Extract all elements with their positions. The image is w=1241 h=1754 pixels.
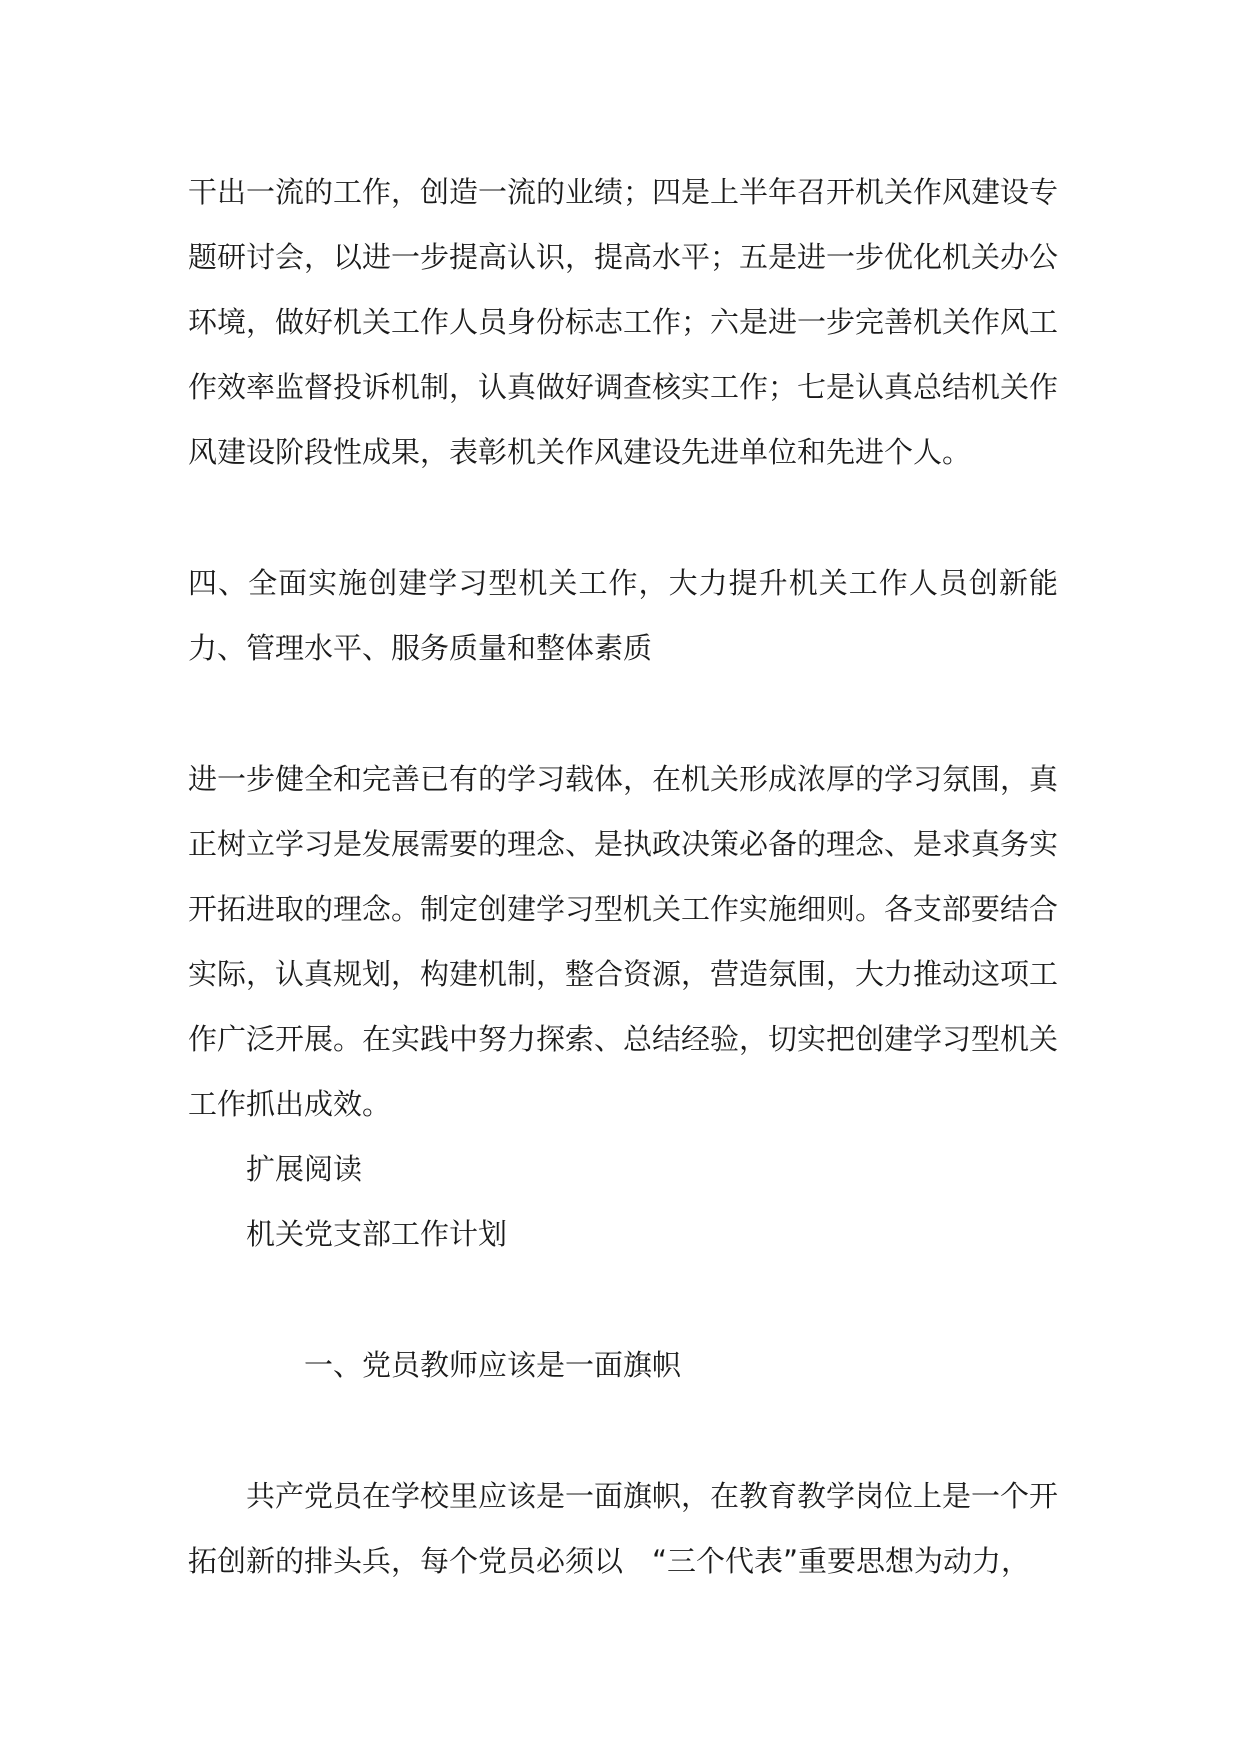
extended-reading-label: 扩展阅读 (246, 1152, 363, 1186)
paragraph-spacer (188, 681, 1058, 747)
section-heading: 一、党员教师应该是一面旗帜 (304, 1348, 682, 1382)
paragraph-spacer (188, 485, 1058, 551)
body-paragraph: 干出一流的工作，创造一流的业绩；四是上半年召开机关作风建设专题研讨会，以进一步提高认识，提高水平；五是进一步优化机关办公环境，做好机关工作人员身份标志工作；六是进一步完善机关作风工作效率监督投诉机制，认真做好调查核实工作；七是认真总结机关作风建设阶段性成果，表彰机关作风建设先进单位和先进个人。 (188, 175, 1059, 469)
section-heading: 四、全面实施创建学习型机关工作，大力提升机关工作人员创新能力、管理水平、服务质量和整体素质 (188, 566, 1058, 665)
body-paragraph: 进一步健全和完善已有的学习载体，在机关形成浓厚的学习氛围，真正树立学习是发展需要的理念、是执政决策必备的理念、是求真务实开拓进取的理念。制定创建学习型机关工作实施细则。各支部要结合实际，认真规划，构建机制，整合资源，营造氛围，大力推动这项工作广泛开展。在实践中努力探索、总结经验，切实把创建学习型机关工作抓出成效。 (188, 762, 1059, 1121)
paragraph-spacer (188, 1398, 1058, 1464)
body-paragraph: 共产党员在学校里应该是一面旗帜，在教育教学岗位上是一个开拓创新的排头兵，每个党员必须以 “三个代表”重要思想为动力， (188, 1479, 1059, 1578)
document-body (188, 160, 1058, 1594)
paragraph-spacer (188, 1267, 1058, 1333)
extended-reading-title: 机关党支部工作计划 (246, 1217, 508, 1251)
